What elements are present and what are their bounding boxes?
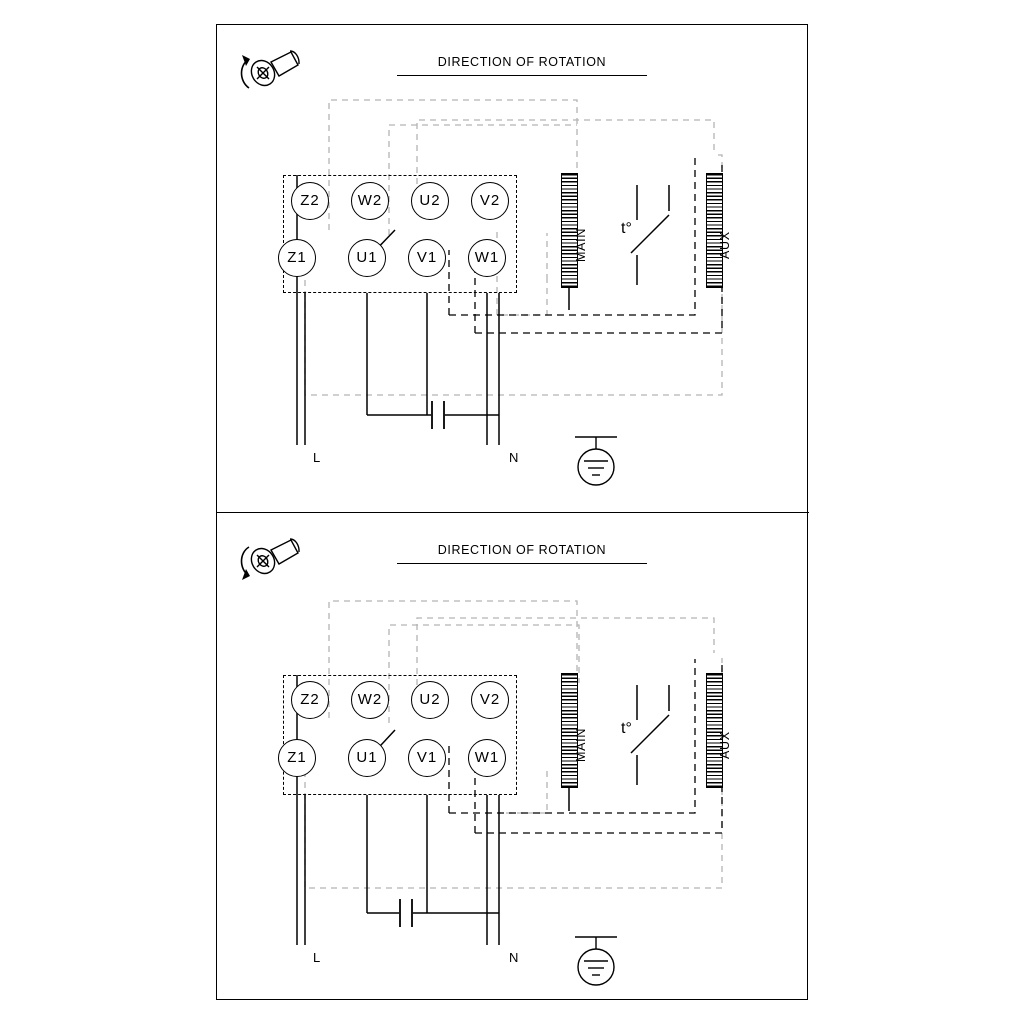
wiring-diagram-sheet	[216, 24, 808, 1000]
terminal-u2[interactable]: U2	[411, 681, 449, 719]
coil-main-label: MAIN	[574, 227, 588, 262]
terminal-w1[interactable]: W1	[468, 739, 506, 777]
terminal-u1[interactable]: U1	[348, 739, 386, 777]
coil-aux-label: AUX	[718, 231, 732, 259]
earth-ground-icon	[565, 425, 627, 487]
terminal-w2[interactable]: W2	[351, 681, 389, 719]
capacitor-top	[432, 401, 444, 429]
terminal-z2[interactable]: Z2	[291, 182, 329, 220]
thermal-switch-label: t°	[621, 720, 632, 737]
rotation-title-bottom: DIRECTION OF ROTATION	[437, 543, 607, 557]
panel-top	[217, 25, 809, 513]
coil-main-label: MAIN	[574, 727, 588, 762]
terminal-u1[interactable]: U1	[348, 239, 386, 277]
supply-label-l: L	[313, 950, 321, 965]
terminal-u2[interactable]: U2	[411, 182, 449, 220]
terminal-v1[interactable]: V1	[408, 239, 446, 277]
terminal-v1[interactable]: V1	[408, 739, 446, 777]
supply-label-n: N	[509, 450, 519, 465]
supply-label-n: N	[509, 950, 519, 965]
terminal-w1[interactable]: W1	[468, 239, 506, 277]
coil-aux-label: AUX	[718, 731, 732, 759]
terminal-v2[interactable]: V2	[471, 182, 509, 220]
rotation-title-top: DIRECTION OF ROTATION	[437, 55, 607, 69]
terminal-z1[interactable]: Z1	[278, 739, 316, 777]
panel-bottom	[217, 513, 809, 1001]
earth-ground-icon	[565, 925, 627, 987]
terminal-z2[interactable]: Z2	[291, 681, 329, 719]
supply-label-l: L	[313, 450, 321, 465]
terminal-v2[interactable]: V2	[471, 681, 509, 719]
terminal-z1[interactable]: Z1	[278, 239, 316, 277]
thermal-switch-label: t°	[621, 220, 632, 237]
terminal-w2[interactable]: W2	[351, 182, 389, 220]
capacitor-bottom	[400, 899, 412, 927]
